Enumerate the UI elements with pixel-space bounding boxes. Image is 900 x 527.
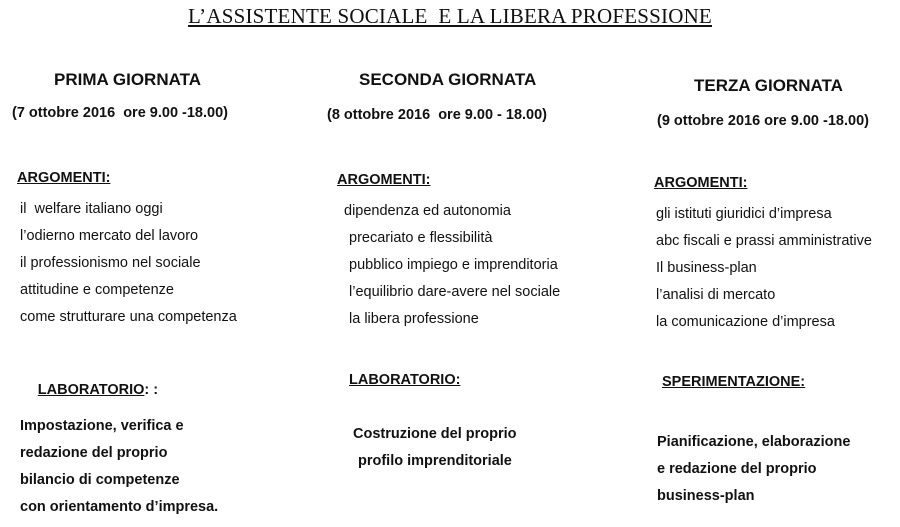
- day-1-date: (7 ottobre 2016 ore 9.00 -18.00): [12, 105, 228, 121]
- day-2-topic: l’equilibrio dare-avere nel sociale: [349, 284, 561, 300]
- day-2-lab-line: Costruzione del proprio: [353, 426, 517, 442]
- day-2-date: (8 ottobre 2016 ore 9.00 - 18.00): [327, 107, 548, 123]
- day-3-lab-line: business-plan: [657, 488, 755, 504]
- day-2-topics-heading: ARGOMENTI:: [337, 172, 431, 188]
- day-1-title: PRIMA GIORNATA: [54, 70, 202, 89]
- day-3-topic: l’analisi di mercato: [656, 287, 776, 303]
- day-3-date: (9 ottobre 2016 ore 9.00 -18.00): [657, 113, 869, 129]
- day-3-title: TERZA GIORNATA: [694, 76, 843, 95]
- day-3-topic: Il business-plan: [656, 260, 757, 276]
- day-3-topic: gli istituti giuridici d’impresa: [656, 206, 832, 222]
- day-1-topic: attitudine e competenze: [20, 282, 174, 298]
- day-1-lab-heading: LABORATORIO: [37, 382, 145, 398]
- day-3-lab-heading: SPERIMENTAZIONE:: [662, 374, 806, 390]
- day-1-topic: il professionismo nel sociale: [20, 255, 201, 271]
- day-1-lab-suffix: : :: [144, 382, 159, 398]
- day-3-lab-line: Pianificazione, elaborazione: [657, 434, 851, 450]
- day-2-topic: pubblico impiego e imprenditoria: [349, 257, 558, 273]
- day-2-title: SECONDA GIORNATA: [359, 70, 537, 89]
- day-1-lab-line: con orientamento d’impresa.: [20, 499, 219, 515]
- day-1-lab-line: Impostazione, verifica e: [20, 418, 184, 434]
- day-1-lab-line: bilancio di competenze: [20, 472, 180, 488]
- day-3-lab-line: e redazione del proprio: [657, 461, 817, 477]
- day-2-topic: precariato e flessibilità: [349, 230, 493, 246]
- day-3-topics-heading: ARGOMENTI:: [654, 175, 748, 191]
- day-2-lab-line: profilo imprenditoriale: [358, 453, 512, 469]
- day-1-lab-line: redazione del proprio: [20, 445, 168, 461]
- day-3-topic: la comunicazione d’impresa: [656, 314, 835, 330]
- day-1-topic: come strutturare una competenza: [20, 309, 237, 325]
- day-1-topic: l’odierno mercato del lavoro: [20, 228, 199, 244]
- day-3-topic: abc fiscali e prassi amministrative: [656, 233, 872, 249]
- day-1-topic: il welfare italiano oggi: [20, 201, 163, 217]
- page-title: L’ASSISTENTE SOCIALE E LA LIBERA PROFESSIONE: [188, 4, 712, 28]
- day-2-topic: la libera professione: [349, 311, 479, 327]
- day-1-topics-heading: ARGOMENTI:: [17, 170, 111, 186]
- day-2-lab-heading: LABORATORIO:: [349, 372, 461, 388]
- day-1-lab-heading-row: [20, 363, 158, 417]
- day-2-topic: dipendenza ed autonomia: [344, 203, 511, 219]
